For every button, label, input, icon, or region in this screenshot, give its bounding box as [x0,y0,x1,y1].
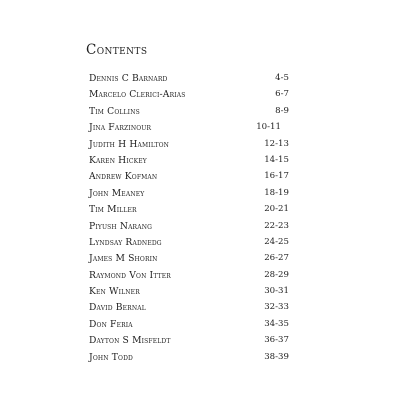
toc-entry [89,139,289,155]
toc-entry-name: John Meaney [89,187,145,199]
toc-entry-pages: 18-19 [264,187,289,198]
page-title: Contents [86,42,148,58]
toc-entry-pages: 16-17 [264,171,289,182]
toc-entry-pages: 26-27 [264,253,289,264]
toc-entry [89,73,289,89]
toc-entry-pages: 30-31 [264,286,289,297]
toc-entry-name: Andrew Kofman [89,171,158,183]
toc-entry-pages: 12-13 [264,138,289,149]
toc-entry [89,89,289,105]
toc-entry-pages: 38-39 [264,351,289,362]
toc-entry [89,319,289,335]
toc-entry [89,155,289,171]
toc-entry-name: David Bernal [89,302,146,314]
toc-entry-pages: 24-25 [264,236,289,247]
toc-entry [89,188,289,204]
toc-entry-pages: 10-11 [256,122,281,133]
toc-entry-name: Tim Miller [89,204,137,216]
toc-entry [89,302,289,318]
toc-entry-pages: 28-29 [264,269,289,280]
toc-entry [89,335,289,351]
toc-entry-pages: 22-23 [264,220,289,231]
toc-entry-name: Tim Collins [89,105,140,117]
toc-entry-name: Judith H Hamilton [89,138,170,150]
toc-entry-name: Marcelo Clerici-Arias [89,89,186,101]
toc-entry-name: John Todd [89,351,134,363]
toc-entry-name: Piyush Narang [89,220,153,232]
toc-entry-pages: 6-7 [275,89,289,100]
toc-entry [89,352,289,368]
toc-entry [89,253,289,269]
toc-entry [89,270,289,286]
toc-entry [89,171,289,187]
table-of-contents [89,73,289,368]
toc-entry [89,122,289,138]
toc-entry [89,286,289,302]
toc-entry-pages: 34-35 [264,318,289,329]
toc-entry-pages: 14-15 [264,154,289,165]
toc-entry-pages: 32-33 [264,302,289,313]
toc-entry-name: Karen Hickey [89,154,147,166]
toc-entry [89,221,289,237]
toc-entry-name: Don Feria [89,318,133,330]
toc-entry-pages: 8-9 [275,105,289,116]
toc-entry-name: Dayton S Misfeldt [89,335,171,347]
toc-entry [89,237,289,253]
toc-entry-name: Raymond Von Itter [89,269,171,281]
toc-entry-name: Dennis C Barnard [89,73,168,84]
toc-entry-pages: 36-37 [264,335,289,346]
toc-entry-pages: 4-5 [275,73,289,83]
toc-entry [89,204,289,220]
toc-entry [89,106,289,122]
toc-entry-pages: 20-21 [264,204,289,215]
toc-entry-name: Lyndsay Radnedg [89,236,162,248]
toc-entry-name: Ken Wilner [89,286,140,298]
toc-entry-name: James M Shorin [89,253,158,265]
toc-entry-name: Jina Farzinour [89,122,152,134]
